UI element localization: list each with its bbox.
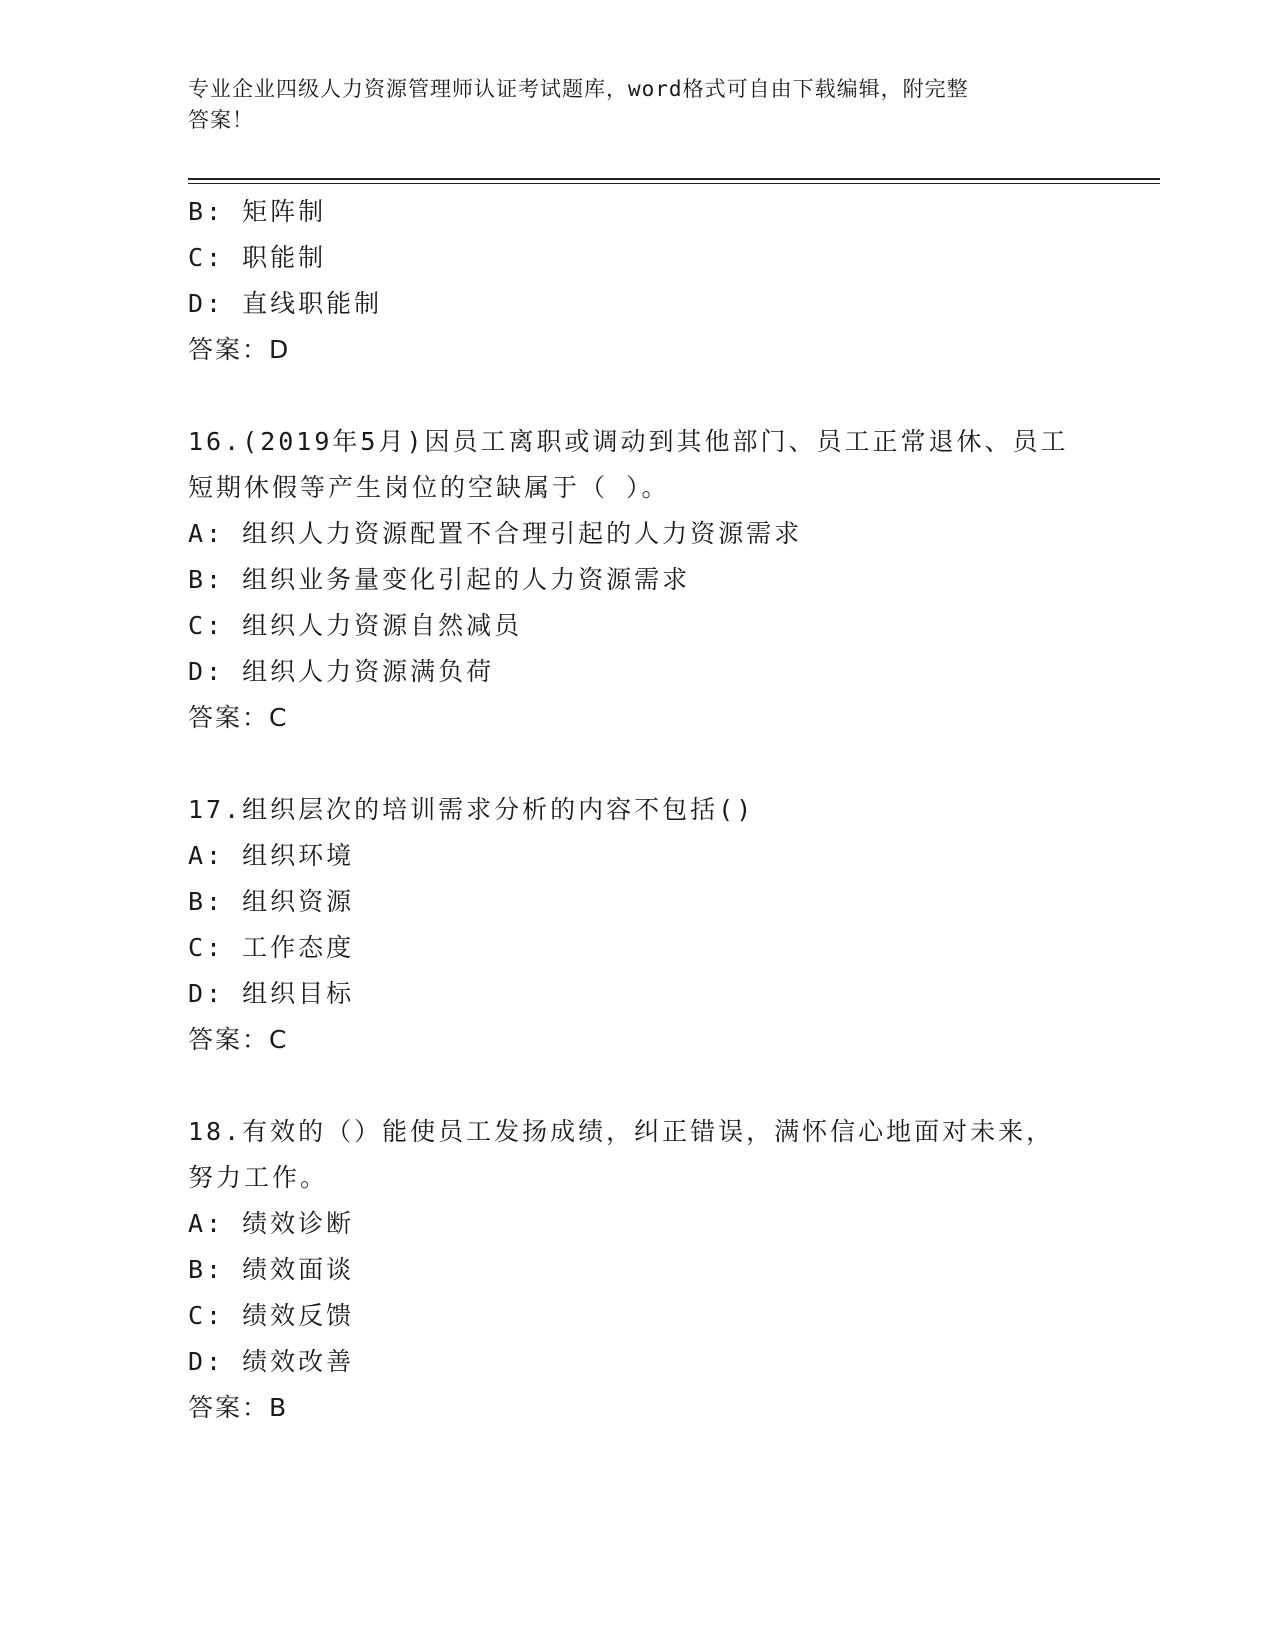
header-rule-thick xyxy=(188,178,1160,180)
question-17 xyxy=(188,787,1088,1063)
option-b: B: 矩阵制 xyxy=(188,197,327,226)
answer: 答案：D xyxy=(188,335,291,364)
option-c: C: 绩效反馈 xyxy=(188,1301,355,1330)
question-18 xyxy=(188,1109,1088,1431)
option-b: B: 组织资源 xyxy=(188,887,355,916)
option-d: D: 直线职能制 xyxy=(188,289,383,318)
document-header xyxy=(188,74,1088,136)
option-d: D: 绩效改善 xyxy=(188,1347,355,1376)
answer: 答案：B xyxy=(188,1393,289,1422)
question-text: 18.有效的（）能使员工发扬成绩，纠正错误，满怀信心地面对未来， xyxy=(188,1117,1055,1146)
question-text-cont: 短期休假等产生岗位的空缺属于（ ）。 xyxy=(188,473,670,502)
header-line-1: 专业企业四级人力资源管理师认证考试题库，word格式可自由下载编辑，附完整 xyxy=(188,77,969,101)
option-d: D: 组织人力资源满负荷 xyxy=(188,657,495,686)
question-text-cont: 努力工作。 xyxy=(188,1163,329,1192)
question-list xyxy=(188,189,1088,1431)
option-a: A: 组织环境 xyxy=(188,841,355,870)
option-a: A: 组织人力资源配置不合理引起的人力资源需求 xyxy=(188,519,803,548)
question-text: 16.(2019年5月)因员工离职或调动到其他部门、员工正常退休、员工 xyxy=(188,427,1069,456)
option-c: C: 职能制 xyxy=(188,243,327,272)
header-line-2: 答案！ xyxy=(188,108,254,132)
option-c: C: 工作态度 xyxy=(188,933,355,962)
question-text: 17.组织层次的培训需求分析的内容不包括() xyxy=(188,795,755,824)
header-rule-thin xyxy=(188,183,1160,184)
answer: 答案：C xyxy=(188,703,289,732)
question-16 xyxy=(188,419,1088,741)
answer: 答案：C xyxy=(188,1025,289,1054)
option-d: D: 组织目标 xyxy=(188,979,355,1008)
option-b: B: 组织业务量变化引起的人力资源需求 xyxy=(188,565,691,594)
question-15-tail xyxy=(188,189,1088,373)
option-b: B: 绩效面谈 xyxy=(188,1255,355,1284)
option-a: A: 绩效诊断 xyxy=(188,1209,355,1238)
option-c: C: 组织人力资源自然减员 xyxy=(188,611,523,640)
